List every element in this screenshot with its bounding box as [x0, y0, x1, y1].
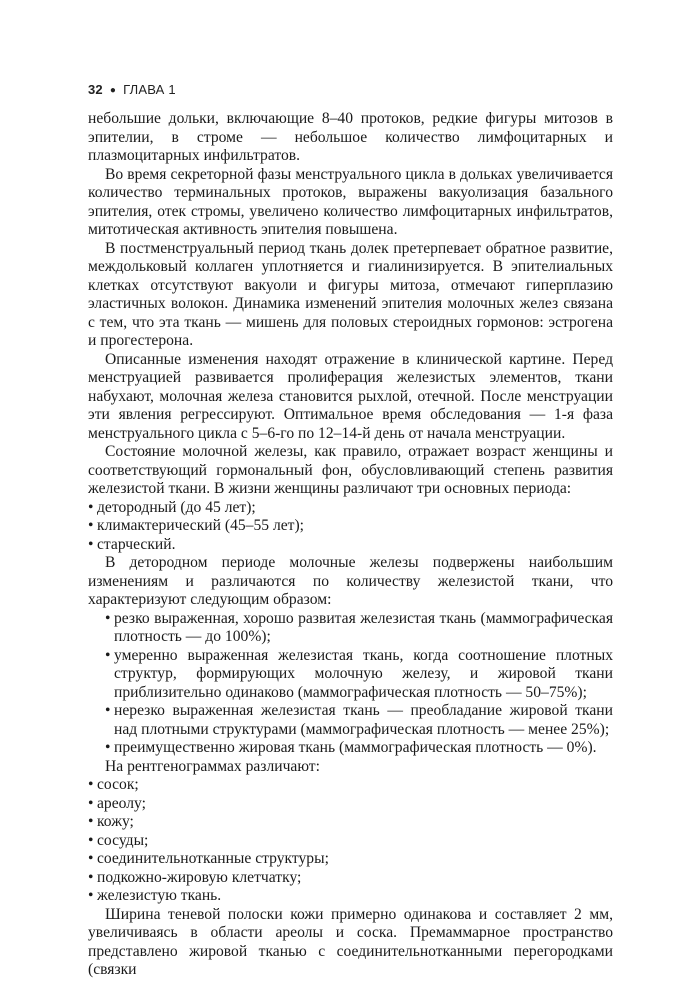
paragraph: Состояние молочной железы, как правило, отражает возраст женщины и соответствующий гормональный фон, обусловливающий степень развития железистой ткани. В жизни женщины различают три основных периода: — [88, 443, 613, 497]
density-list — [88, 610, 613, 758]
body-text — [88, 110, 613, 980]
paragraph: небольшие дольки, включающие 8–40 протоков, редкие фигуры митозов в эпителии, в строме — небольшое количество лимфоцитарных и плазмоцитарных инфильтратов. — [88, 110, 613, 164]
list-item: • ареолу; — [88, 795, 613, 814]
paragraph: В постменструальный период ткань долек претерпевает обратное развитие, междольковый коллаген уплотняется и гиалинизируется. В эпителиальных клетках отсутствуют вакуоли и фигуры митоза, отмечают гиперплазию эластичных волокон. Динамика изменений эпителия молочных желез связана с тем, что эта ткань — мишень для половых стероидных гормонов: эстрогена и прогестерона. — [88, 239, 613, 349]
list-item: • умеренно выраженная железистая ткань, когда соотношение плотных структур, формирующих молочную железу, и жировой ткани приблизительно одинаково (маммографическая плотность — 50–75%); — [88, 647, 613, 703]
paragraph: На рентгенограммах различают: — [105, 757, 320, 775]
bullet-separator: ● — [109, 85, 117, 96]
list-item: • климактерический (45–55 лет); — [88, 517, 613, 536]
list-item: • старческий. — [88, 536, 613, 555]
list-item: • сосуды; — [88, 832, 613, 851]
page-number: 32 — [88, 82, 103, 97]
list-item: • сосок; — [88, 776, 613, 795]
list-item: • детородный (до 45 лет); — [88, 499, 613, 518]
list-item: • кожу; — [88, 813, 613, 832]
list-item: • резко выраженная, хорошо развитая железистая ткань (маммографическая плотность — до 100%); — [88, 610, 613, 647]
running-header — [88, 82, 176, 97]
xray-list — [88, 776, 613, 906]
list-item: • нерезко выраженная железистая ткань — преобладание жировой ткани над плотными структурами (маммографическая плотность — менее 25%); — [88, 702, 613, 739]
list-item: • соединительнотканные структуры; — [88, 850, 613, 869]
list-item: • подкожно-жировую клетчатку; — [88, 869, 613, 888]
list-item: • железистую ткань. — [88, 887, 613, 906]
paragraph: Во время секреторной фазы менструального цикла в дольках увеличивается количество терминальных протоков, выражены вакуолизация базального эпителия, отек стромы, увеличено количество лимфоцитарных инфильтратов, митотическая активность эпителия повышена. — [88, 165, 613, 238]
periods-list — [88, 499, 613, 555]
paragraph: В детородном периоде молочные железы подвержены наибольшим изменениям и различаются по количеству железистой ткани, что характеризуют следующим образом: — [88, 554, 613, 608]
chapter-title: ГЛАВА 1 — [123, 82, 176, 97]
paragraph: Описанные изменения находят отражение в клинической картине. Перед менструацией развивается пролиферация железистых элементов, ткани набухают, молочная железа становится рыхлой, отечной. После менструации эти явления регрессируют. Оптимальное время обследования — 1-я фаза менструального цикла с 5–6-го по 12–14-й день от начала менструации. — [88, 350, 613, 442]
paragraph: Ширина теневой полоски кожи примерно одинакова и составляет 2 мм, увеличиваясь в области ареолы и соска. Премаммарное пространство представлено жировой тканью с соединительнотканными перегородками (связки — [88, 905, 613, 978]
list-item: • преимущественно жировая ткань (маммографическая плотность — 0%). — [88, 739, 613, 758]
